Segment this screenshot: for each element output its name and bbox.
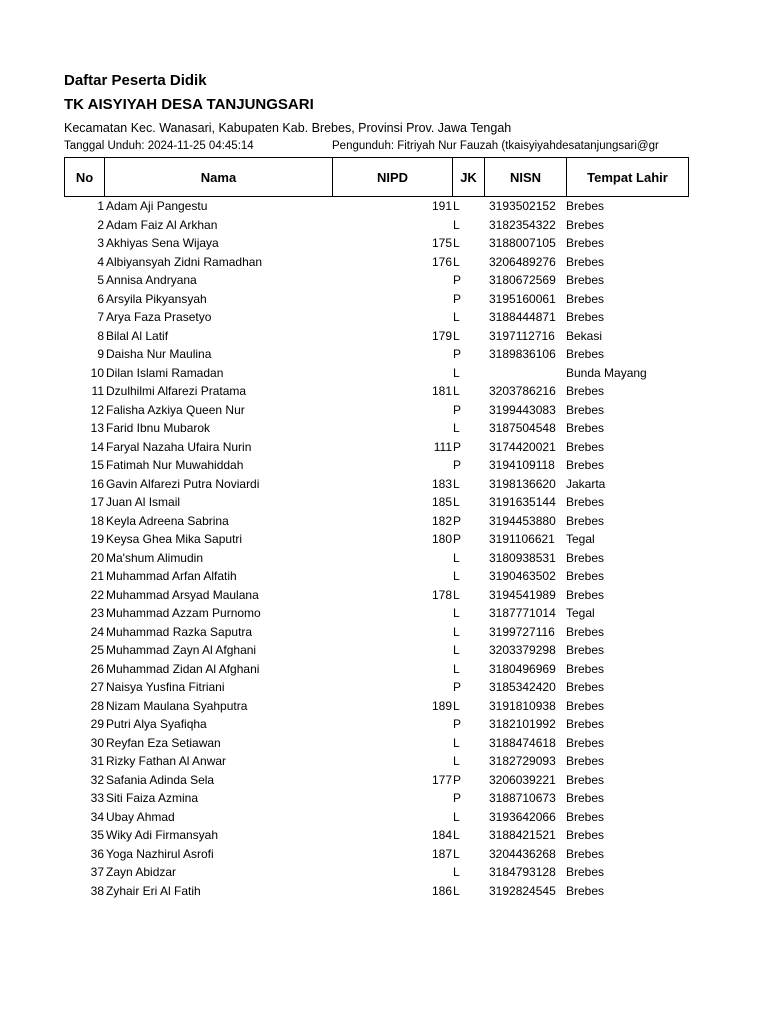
cell-nisn: 3203379298 <box>489 643 556 657</box>
table-row <box>64 456 688 475</box>
cell-jk: L <box>453 661 460 676</box>
cell-tempat-lahir: Brebes <box>566 735 605 750</box>
cell-nisn: 3182729093 <box>489 754 556 768</box>
cell-no: 24 <box>90 624 104 639</box>
cell-nama: Arsyila Pikyansyah <box>106 291 207 306</box>
cell-nisn: 3189836106 <box>489 347 556 361</box>
cell-tempat-lahir: Brebes <box>566 791 605 805</box>
cell-nisn: 3192824545 <box>489 883 556 898</box>
cell-no: 7 <box>97 310 104 324</box>
cell-jk: L <box>453 384 460 398</box>
cell-nama: Zyhair Eri Al Fatih <box>106 883 201 898</box>
cell-nama: Akhiyas Sena Wijaya <box>106 236 219 250</box>
table-row <box>64 234 688 253</box>
cell-tempat-lahir: Brebes <box>566 698 605 713</box>
cell-nipd: 181 <box>431 384 452 398</box>
table-row <box>64 345 688 364</box>
table-header <box>64 157 689 197</box>
cell-nipd: 177 <box>431 772 452 787</box>
cell-jk: P <box>453 717 462 731</box>
cell-tempat-lahir: Brebes <box>566 569 605 583</box>
cell-nisn: 3184793128 <box>489 865 556 879</box>
cell-no: 14 <box>90 439 104 454</box>
cell-no: 35 <box>90 828 104 842</box>
table-row <box>64 253 688 272</box>
table-row <box>64 808 688 827</box>
student-list <box>64 197 688 900</box>
table-row <box>64 734 688 753</box>
cell-nama: Muhammad Zidan Al Afghani <box>106 661 260 676</box>
cell-nama: Daisha Nur Maulina <box>106 347 212 361</box>
cell-tempat-lahir: Brebes <box>566 643 605 657</box>
cell-jk: P <box>453 439 462 454</box>
cell-no: 11 <box>91 384 104 398</box>
cell-jk: L <box>453 421 460 435</box>
cell-jk: P <box>453 680 462 694</box>
cell-jk: L <box>453 365 460 380</box>
cell-no: 12 <box>90 402 104 417</box>
cell-nisn: 3197112716 <box>489 328 555 343</box>
cell-tempat-lahir: Brebes <box>566 347 605 361</box>
cell-nisn: 3191106621 <box>489 532 555 546</box>
cell-jk: L <box>453 550 460 565</box>
cell-no: 22 <box>90 587 104 602</box>
cell-tempat-lahir: Brebes <box>566 680 605 694</box>
column-header-jk: JK <box>453 158 485 197</box>
cell-nisn: 3185342420 <box>489 680 556 694</box>
table-row <box>64 771 688 790</box>
cell-nipd: 189 <box>431 698 452 713</box>
cell-nama: Naisya Yusfina Fitriani <box>106 680 225 694</box>
cell-no: 17 <box>90 495 104 509</box>
cell-jk: L <box>453 624 460 639</box>
cell-no: 15 <box>90 458 104 472</box>
cell-nisn: 3188007105 <box>489 236 556 250</box>
cell-nama: Rizky Fathan Al Anwar <box>106 754 227 768</box>
cell-tempat-lahir: Brebes <box>566 421 605 435</box>
cell-nama: Siti Faiza Azmina <box>106 791 199 805</box>
cell-nisn: 3174420021 <box>489 439 556 454</box>
cell-jk: L <box>453 865 460 879</box>
table-row <box>64 845 688 864</box>
cell-jk: L <box>453 587 460 602</box>
cell-nisn: 3194453880 <box>489 513 556 528</box>
cell-no: 36 <box>90 846 104 861</box>
cell-no: 29 <box>90 717 104 731</box>
table-row <box>64 419 688 438</box>
cell-jk: P <box>453 458 462 472</box>
cell-tempat-lahir: Brebes <box>566 310 605 324</box>
cell-tempat-lahir: Brebes <box>566 273 605 287</box>
cell-jk: L <box>453 846 460 861</box>
cell-no: 2 <box>97 217 104 232</box>
cell-nama: Albiyansyah Zidni Ramadhan <box>106 254 263 269</box>
cell-nama: Yoga Nazhirul Asrofi <box>106 846 214 861</box>
cell-no: 34 <box>90 809 104 824</box>
cell-jk: L <box>453 569 460 583</box>
cell-jk: L <box>453 809 460 824</box>
cell-jk: L <box>453 698 460 713</box>
cell-tempat-lahir: Brebes <box>566 624 605 639</box>
cell-nama: Wiky Adi Firmansyah <box>106 828 219 842</box>
cell-jk: L <box>453 643 460 657</box>
cell-jk: P <box>453 772 462 787</box>
cell-nipd: 178 <box>431 587 452 602</box>
table-row <box>64 567 688 586</box>
table-row <box>64 752 688 771</box>
cell-nipd: 175 <box>431 236 452 250</box>
cell-jk: P <box>453 291 462 306</box>
cell-no: 20 <box>90 550 104 565</box>
cell-tempat-lahir: Brebes <box>566 495 605 509</box>
table-row <box>64 364 688 383</box>
cell-tempat-lahir: Bunda Mayang <box>566 365 647 380</box>
cell-nisn: 3180938531 <box>489 550 556 565</box>
cell-no: 32 <box>90 772 104 787</box>
cell-nama: Safania Adinda Sela <box>106 772 215 787</box>
cell-no: 28 <box>90 698 104 713</box>
cell-no: 13 <box>90 421 104 435</box>
document-title: Daftar Peserta Didik <box>64 72 207 89</box>
cell-tempat-lahir: Brebes <box>566 772 605 787</box>
table-row <box>64 438 688 457</box>
cell-tempat-lahir: Brebes <box>566 661 605 676</box>
cell-nipd: 176 <box>431 254 452 269</box>
cell-jk: P <box>453 791 462 805</box>
cell-jk: P <box>453 513 462 528</box>
table-row <box>64 197 688 216</box>
table-row <box>64 382 688 401</box>
cell-nisn: 3182101992 <box>489 717 556 731</box>
cell-tempat-lahir: Brebes <box>566 199 605 213</box>
cell-nipd: 182 <box>431 513 452 528</box>
table-row <box>64 660 688 679</box>
cell-jk: L <box>453 606 460 620</box>
cell-nisn: 3199443083 <box>489 402 556 417</box>
column-header-tempat-lahir: Tempat Lahir <box>567 158 689 197</box>
cell-tempat-lahir: Brebes <box>566 458 605 472</box>
cell-nisn: 3193642066 <box>489 809 556 824</box>
table-row <box>64 697 688 716</box>
cell-jk: L <box>453 310 460 324</box>
cell-no: 1 <box>97 199 104 213</box>
cell-nipd: 191 <box>431 199 452 213</box>
cell-tempat-lahir: Brebes <box>566 291 605 306</box>
cell-jk: L <box>453 476 460 491</box>
cell-tempat-lahir: Brebes <box>566 236 605 250</box>
table-row <box>64 826 688 845</box>
cell-nama: Keysa Ghea Mika Saputri <box>106 532 243 546</box>
cell-jk: P <box>453 273 462 287</box>
cell-no: 8 <box>97 328 104 343</box>
school-name: TK AISYIYAH DESA TANJUNGSARI <box>64 96 314 113</box>
cell-jk: L <box>453 828 460 842</box>
cell-no: 33 <box>90 791 104 805</box>
cell-nama: Keyla Adreena Sabrina <box>106 513 229 528</box>
cell-nisn: 3194541989 <box>489 587 556 602</box>
cell-nama: Nizam Maulana Syahputra <box>106 698 248 713</box>
cell-tempat-lahir: Bekasi <box>566 328 603 343</box>
cell-nama: Bilal Al Latif <box>106 328 169 343</box>
table-row <box>64 475 688 494</box>
cell-jk: L <box>453 735 460 750</box>
cell-jk: L <box>453 495 460 509</box>
table-row <box>64 586 688 605</box>
table-row <box>64 678 688 697</box>
table-row <box>64 623 688 642</box>
table-row <box>64 530 688 549</box>
table-row <box>64 549 688 568</box>
cell-tempat-lahir: Brebes <box>566 587 605 602</box>
cell-nama: Muhammad Razka Saputra <box>106 624 253 639</box>
cell-nisn: 3180672569 <box>489 273 556 287</box>
location-line: Kecamatan Kec. Wanasari, Kabupaten Kab. Brebes, Provinsi Prov. Jawa Tengah <box>64 121 512 135</box>
cell-nisn: 3198136620 <box>489 476 556 491</box>
cell-no: 5 <box>97 273 104 287</box>
cell-nisn: 3182354322 <box>489 217 556 232</box>
cell-nama: Annisa Andryana <box>106 273 197 287</box>
cell-nama: Muhammad Arsyad Maulana <box>106 587 259 602</box>
cell-tempat-lahir: Brebes <box>566 754 605 768</box>
cell-nama: Gavin Alfarezi Putra Noviardi <box>106 476 260 491</box>
column-header-nama: Nama <box>105 158 333 197</box>
cell-nisn: 3180496969 <box>489 661 556 676</box>
cell-tempat-lahir: Brebes <box>566 384 605 398</box>
cell-nama: Farid Ibnu Mubarok <box>106 421 211 435</box>
table-row <box>64 271 688 290</box>
cell-no: 25 <box>90 643 104 657</box>
cell-nama: Reyfan Eza Setiawan <box>106 735 221 750</box>
cell-nipd: 183 <box>431 476 452 491</box>
cell-tempat-lahir: Tegal <box>566 532 595 546</box>
cell-nama: Putri Alya Syafiqha <box>106 717 207 731</box>
cell-nisn: 3195160061 <box>489 291 556 306</box>
cell-tempat-lahir: Brebes <box>566 550 605 565</box>
cell-tempat-lahir: Brebes <box>566 883 605 898</box>
cell-no: 9 <box>97 347 104 361</box>
cell-nisn: 3206039221 <box>489 772 556 787</box>
cell-no: 18 <box>90 513 104 528</box>
table-row <box>64 327 688 346</box>
cell-tempat-lahir: Brebes <box>566 439 605 454</box>
cell-nisn: 3187771014 <box>489 606 556 620</box>
cell-nama: Juan Al Ismail <box>106 495 181 509</box>
cell-jk: L <box>453 199 460 213</box>
cell-no: 38 <box>90 883 104 898</box>
cell-tempat-lahir: Brebes <box>566 402 605 417</box>
cell-no: 3 <box>97 236 104 250</box>
cell-no: 27 <box>90 680 104 694</box>
cell-nama: Dzulhilmi Alfarezi Pratama <box>106 384 247 398</box>
table-row <box>64 715 688 734</box>
table-row <box>64 863 688 882</box>
cell-nisn: 3206489276 <box>489 254 556 269</box>
cell-jk: L <box>453 754 460 768</box>
cell-no: 6 <box>97 291 104 306</box>
table-row <box>64 216 688 235</box>
table-row <box>64 789 688 808</box>
table-row <box>64 493 688 512</box>
cell-nisn: 3193502152 <box>489 199 556 213</box>
cell-no: 10 <box>90 365 104 380</box>
cell-nisn: 3190463502 <box>489 569 556 583</box>
table-row <box>64 882 688 901</box>
cell-nama: Muhammad Azzam Purnomo <box>106 606 261 620</box>
cell-nama: Arya Faza Prasetyo <box>106 310 212 324</box>
cell-nipd: 186 <box>431 883 452 898</box>
cell-tempat-lahir: Brebes <box>566 217 605 232</box>
cell-nisn: 3194109118 <box>489 458 555 472</box>
cell-no: 23 <box>90 606 104 620</box>
cell-nama: Zayn Abidzar <box>106 865 177 879</box>
cell-tempat-lahir: Brebes <box>566 254 605 269</box>
cell-jk: L <box>453 236 460 250</box>
column-header-nipd: NIPD <box>333 158 453 197</box>
cell-nisn: 3203786216 <box>489 384 556 398</box>
cell-nisn: 3188444871 <box>489 310 556 324</box>
cell-no: 30 <box>90 735 104 750</box>
cell-no: 31 <box>90 754 104 768</box>
table-row <box>64 641 688 660</box>
cell-jk: L <box>453 217 460 232</box>
cell-nama: Dilan Islami Ramadan <box>106 365 224 380</box>
cell-tempat-lahir: Tegal <box>566 606 595 620</box>
cell-nisn: 3204436268 <box>489 846 556 861</box>
cell-no: 21 <box>90 569 104 583</box>
cell-nisn: 3188474618 <box>489 735 556 750</box>
cell-nama: Falisha Azkiya Queen Nur <box>106 402 245 417</box>
cell-no: 16 <box>90 476 104 491</box>
cell-nipd: 180 <box>431 532 452 546</box>
table-row <box>64 604 688 623</box>
cell-jk: P <box>453 347 462 361</box>
cell-no: 26 <box>90 661 104 676</box>
cell-jk: L <box>453 883 460 898</box>
cell-tempat-lahir: Brebes <box>566 846 605 861</box>
cell-tempat-lahir: Brebes <box>566 809 605 824</box>
cell-nisn: 3187504548 <box>489 421 556 435</box>
cell-nisn: 3188710673 <box>489 791 556 805</box>
cell-tempat-lahir: Brebes <box>566 717 605 731</box>
cell-jk: L <box>453 328 460 343</box>
cell-nipd: 111 <box>433 439 452 454</box>
cell-no: 19 <box>90 532 104 546</box>
cell-tempat-lahir: Brebes <box>566 513 605 528</box>
cell-no: 37 <box>90 865 104 879</box>
cell-nipd: 185 <box>431 495 452 509</box>
cell-nama: Ma'shum Alimudin <box>106 550 203 565</box>
cell-nama: Ubay Ahmad <box>106 809 175 824</box>
cell-nama: Muhammad Zayn Al Afghani <box>106 643 257 657</box>
table-row <box>64 290 688 309</box>
cell-nama: Fatimah Nur Muwahiddah <box>106 458 244 472</box>
cell-jk: P <box>453 402 462 417</box>
column-header-nisn: NISN <box>485 158 567 197</box>
cell-nama: Muhammad Arfan Alfatih <box>106 569 237 583</box>
table-row <box>64 401 688 420</box>
cell-nama: Adam Faiz Al Arkhan <box>106 217 218 232</box>
cell-tempat-lahir: Jakarta <box>566 476 606 491</box>
cell-nisn: 3191635144 <box>489 495 556 509</box>
downloader: Pengunduh: Fitriyah Nur Fauzah (tkaisyiyahdesatanjungsari@gr <box>332 140 659 152</box>
cell-nisn: 3188421521 <box>489 828 556 842</box>
cell-nipd: 179 <box>431 328 452 343</box>
cell-nama: Faryal Nazaha Ufaira Nurin <box>106 439 252 454</box>
cell-tempat-lahir: Brebes <box>566 865 605 879</box>
cell-jk: P <box>453 532 462 546</box>
cell-nisn: 3199727116 <box>489 624 555 639</box>
cell-no: 4 <box>97 254 104 269</box>
column-header-no: No <box>65 158 105 197</box>
cell-tempat-lahir: Brebes <box>566 828 605 842</box>
cell-jk: L <box>453 254 460 269</box>
table-row <box>64 308 688 327</box>
cell-nipd: 187 <box>431 846 452 861</box>
cell-nama: Adam Aji Pangestu <box>106 199 208 213</box>
download-date: Tanggal Unduh: 2024-11-25 04:45:14 <box>64 140 254 152</box>
cell-nisn: 3191810938 <box>489 698 556 713</box>
table-row <box>64 512 688 531</box>
cell-nipd: 184 <box>431 828 452 842</box>
